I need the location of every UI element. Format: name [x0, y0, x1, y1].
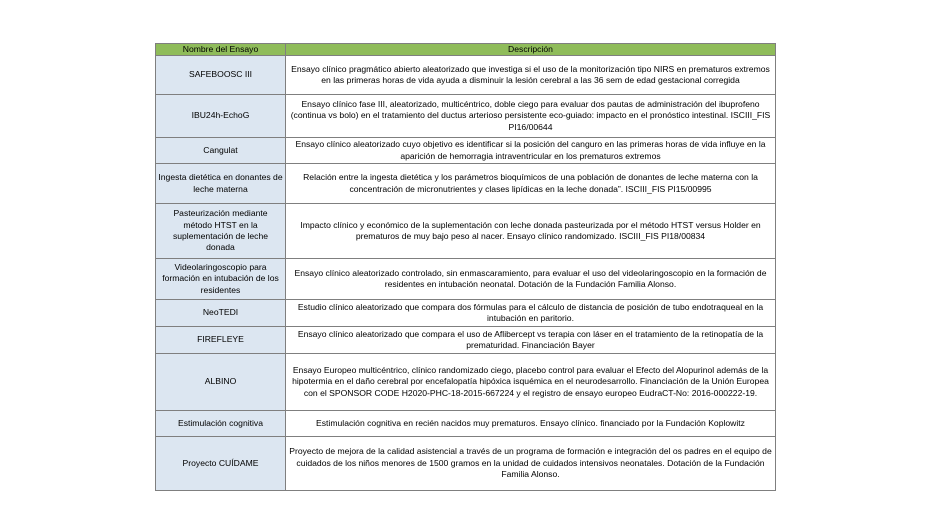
table-row [156, 354, 776, 411]
trial-description: Ensayo clínico aleatorizado cuyo objetivo es identificar si la posición del canguro en las primeras horas de vida influye en la aparición de hemorragia intraventricular en los prematuros extremos [286, 138, 776, 164]
trial-description: Ensayo clínico fase III, aleatorizado, multicéntrico, doble ciego para evaluar dos pautas de administración del ibuprofeno (continua vs bolo) en el tratamiento del ductus arterioso persistente eco-guiado: impacto en el pronóstico intestinal. ISCIII_FIS PI16/00644 [286, 95, 776, 138]
table-row [156, 300, 776, 327]
trial-name: ALBINO [156, 354, 286, 411]
table-row [156, 56, 776, 95]
trial-description: Estudio clínico aleatorizado que compara dos fórmulas para el cálculo de distancia de posición de tubo endotraqueal en la intubación en paritorio. [286, 300, 776, 327]
trial-name: Estimulación cognitiva [156, 411, 286, 437]
trial-name: Cangulat [156, 138, 286, 164]
trial-description: Proyecto de mejora de la calidad asistencial a través de un programa de formación e integración del os padres en el equipo de cuidados de los niños menores de 1500 gramos en la unidad de cuidados intensivos neonatales. Dotación de la Fundación Familia Alonso. [286, 437, 776, 491]
trial-description: Ensayo clínico pragmático abierto aleatorizado que investiga si el uso de la monitorización tipo NIRS en prematuros extremos en las primeras horas de vida ayuda a disminuir la lesión cerebral a las 36 sem de edad gestacional corregida [286, 56, 776, 95]
trials-table [155, 43, 776, 491]
table-row [156, 327, 776, 354]
table-row [156, 259, 776, 300]
trial-name: SAFEBOOSC III [156, 56, 286, 95]
header-description: Descripción [286, 44, 776, 56]
trial-name: FIREFLEYE [156, 327, 286, 354]
trial-name: NeoTEDI [156, 300, 286, 327]
trial-description: Ensayo clínico aleatorizado que compara el uso de Aflibercept vs terapia con láser en el tratamiento de la retinopatía de la prematuridad. Financiación Bayer [286, 327, 776, 354]
table-row [156, 411, 776, 437]
trial-description: Impacto clínico y económico de la suplementación con leche donada pasteurizada por el método HTST versus Holder en prematuros de muy bajo peso al nacer. Ensayo clínico randomizado. ISCIII_FIS PI18/00834 [286, 204, 776, 259]
table-row [156, 138, 776, 164]
table-row [156, 164, 776, 204]
trial-description: Ensayo clínico aleatorizado controlado, sin enmascaramiento, para evaluar el uso del videolaringoscopio en la formación de residentes en intubación neonatal. Dotación de la Fundación Familia Alonso. [286, 259, 776, 300]
trial-name: Ingesta dietética en donantes de leche materna [156, 164, 286, 204]
trial-description: Ensayo Europeo multicéntrico, clínico randomizado ciego, placebo control para evaluar el Efecto del Alopurinol además de la hipotermia en el daño cerebral por encefalopatía hipóxica isquémica en el neurodesarrollo. Financiación de la Unión Europea con el SPONSOR CODE H2020-PHC-18-2015-667224 y el registro de ensayo europeo EudraCT-No: 2016-000222-19. [286, 354, 776, 411]
trial-name: Videolaringoscopio para formación en intubación de los residentes [156, 259, 286, 300]
header-name: Nombre del Ensayo [156, 44, 286, 56]
trial-name: Proyecto CUÍDAME [156, 437, 286, 491]
trial-description: Relación entre la ingesta dietética y los parámetros bioquímicos de una población de donantes de leche materna con la concentración de micronutrientes y clases lipídicas en la leche donada”. ISCIII_FIS PI15/00995 [286, 164, 776, 204]
table-row [156, 437, 776, 491]
table-row [156, 95, 776, 138]
trial-name: Pasteurización mediante método HTST en la suplementación de leche donada [156, 204, 286, 259]
trial-description: Estimulación cognitiva en recién nacidos muy prematuros. Ensayo clínico. financiado por la Fundación Koplowitz [286, 411, 776, 437]
header-row [156, 44, 776, 56]
trial-name: IBU24h-EchoG [156, 95, 286, 138]
table-row [156, 204, 776, 259]
